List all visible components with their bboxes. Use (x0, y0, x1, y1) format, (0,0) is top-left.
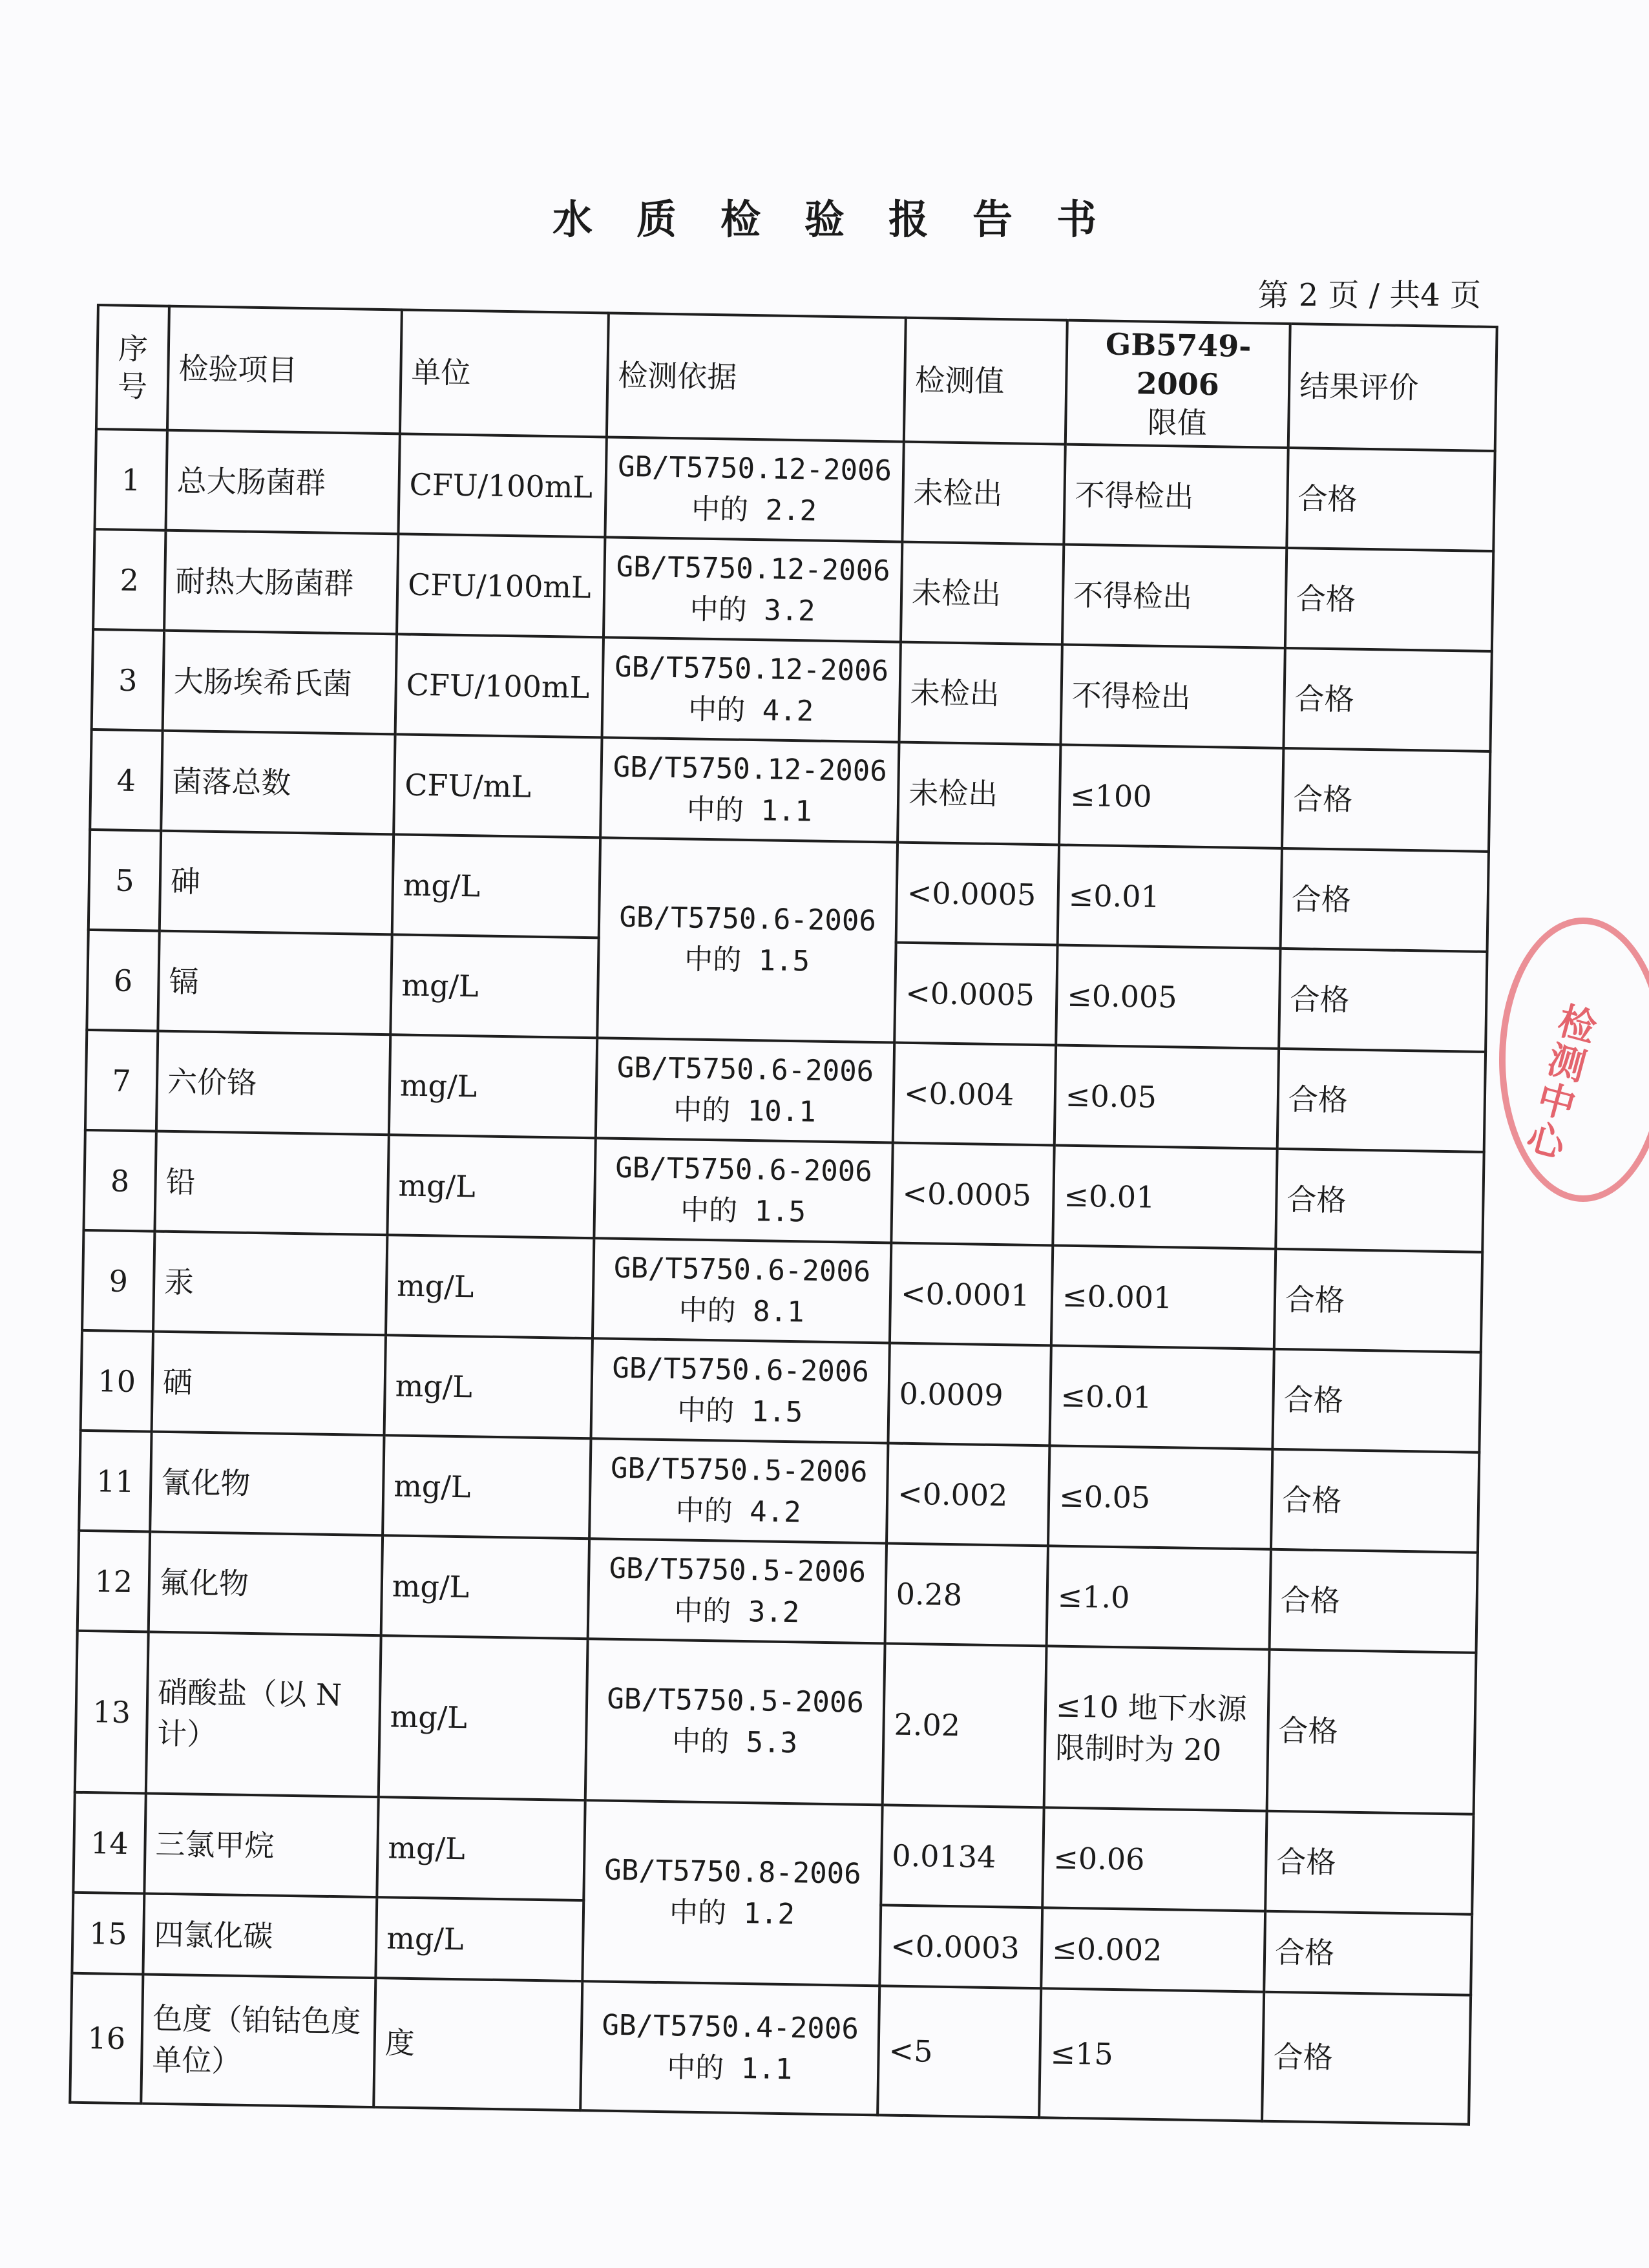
row-item: 氰化物 (150, 1432, 384, 1536)
row-item: 菌落总数 (161, 731, 395, 835)
header-basis: 检测依据 (607, 313, 906, 441)
row-value: <0.0001 (890, 1243, 1053, 1345)
row-unit: mg/L (390, 934, 598, 1038)
header-limit (1066, 320, 1290, 448)
row-value: 未检出 (898, 742, 1060, 845)
row-limit: ≤0.01 (1058, 845, 1282, 948)
header-limit-label: 限值 (1147, 404, 1208, 441)
table-row (75, 1631, 1476, 1814)
row-value: 未检出 (902, 442, 1065, 545)
row-item: 硒 (152, 1332, 386, 1436)
row-limit: ≤0.001 (1051, 1245, 1276, 1349)
stamp-text: 检测中心 (1517, 998, 1601, 1165)
row-value: <0.0005 (894, 943, 1057, 1045)
row-value: <0.002 (887, 1443, 1049, 1546)
row-result: 合格 (1264, 1911, 1472, 1995)
row-number: 9 (82, 1230, 154, 1332)
page-number: 第 2 页 / 共4 页 (1257, 277, 1481, 313)
row-value: 未检出 (901, 542, 1064, 645)
row-number: 8 (83, 1130, 156, 1232)
row-basis: GB/T5750.12-2006 中的 1.1 (600, 737, 899, 842)
results-table (68, 304, 1498, 2126)
row-basis: GB/T5750.12-2006 中的 4.2 (602, 637, 901, 742)
row-basis: GB/T5750.6-2006 中的 10.1 (596, 1038, 894, 1142)
row-unit: CFU/100mL (397, 534, 605, 637)
table-header-row (96, 305, 1497, 451)
row-number: 6 (87, 930, 159, 1031)
row-item: 汞 (153, 1232, 387, 1336)
row-item: 三氯甲烷 (144, 1793, 378, 1897)
row-unit: mg/L (384, 1335, 593, 1438)
row-limit: ≤0.002 (1041, 1907, 1265, 1991)
row-basis: GB/T5750.6-2006 中的 8.1 (593, 1238, 891, 1343)
row-limit: ≤0.05 (1048, 1445, 1272, 1549)
row-result: 合格 (1262, 1992, 1471, 2125)
row-value: <0.0005 (896, 843, 1059, 945)
row-unit: CFU/100mL (398, 434, 606, 537)
row-limit: ≤100 (1059, 745, 1283, 848)
row-value: <0.004 (893, 1043, 1056, 1146)
row-number: 11 (79, 1431, 151, 1532)
row-item: 氟化物 (149, 1532, 383, 1636)
row-item: 六价铬 (156, 1031, 390, 1135)
row-number: 7 (85, 1030, 158, 1131)
row-value: 未检出 (899, 642, 1062, 745)
row-result: 合格 (1265, 1811, 1473, 1915)
row-result: 合格 (1285, 548, 1493, 651)
row-item: 大肠埃希氏菌 (163, 631, 397, 735)
row-unit: mg/L (381, 1535, 589, 1639)
row-value: <0.0005 (891, 1143, 1054, 1246)
row-number: 4 (90, 730, 162, 831)
row-result: 合格 (1271, 1449, 1479, 1553)
row-unit: mg/L (375, 1897, 583, 1981)
row-result: 合格 (1281, 848, 1489, 952)
row-limit: ≤0.01 (1053, 1145, 1277, 1248)
row-number: 2 (93, 529, 165, 631)
row-unit: mg/L (383, 1435, 591, 1538)
row-value: <5 (877, 1986, 1041, 2117)
row-unit: 度 (373, 1978, 582, 2110)
official-seal-stamp (1499, 918, 1649, 1202)
row-limit: ≤15 (1039, 1988, 1264, 2121)
row-value: 0.0134 (881, 1805, 1044, 1907)
row-basis: GB/T5750.5-2006 中的 4.2 (589, 1438, 888, 1543)
results-table-wrapper (68, 304, 1495, 2126)
row-unit: mg/L (392, 834, 600, 938)
row-unit: mg/L (389, 1034, 597, 1138)
row-number: 14 (73, 1792, 145, 1894)
row-unit: mg/L (386, 1235, 594, 1338)
header-result: 结果评价 (1288, 324, 1497, 451)
row-result: 合格 (1267, 1650, 1476, 1814)
row-limit: ≤0.005 (1056, 945, 1280, 1048)
row-number: 10 (81, 1330, 153, 1432)
row-unit: CFU/mL (394, 734, 602, 837)
row-result: 合格 (1272, 1349, 1480, 1453)
row-item: 硝酸盐（以 N 计） (146, 1632, 381, 1798)
table-row (70, 1973, 1471, 2125)
row-result: 合格 (1287, 448, 1495, 551)
row-unit: CFU/100mL (395, 634, 604, 737)
row-limit: ≤1.0 (1047, 1546, 1271, 1649)
row-item: 色度（铂钴色度单位） (141, 1974, 375, 2107)
row-value: <0.0003 (879, 1905, 1042, 1988)
row-item: 铅 (154, 1131, 388, 1235)
row-result: 合格 (1277, 1049, 1486, 1152)
row-result: 合格 (1270, 1549, 1478, 1653)
row-result: 合格 (1282, 748, 1490, 852)
row-unit: mg/L (379, 1635, 588, 1800)
row-basis: GB/T5750.12-2006 中的 2.2 (605, 437, 903, 541)
row-basis: GB/T5750.5-2006 中的 3.2 (588, 1538, 887, 1643)
row-basis-merged: GB/T5750.8-2006 中的 1.2 (582, 1800, 882, 1986)
row-number: 5 (89, 830, 161, 931)
header-item: 检验项目 (167, 306, 402, 434)
row-basis: GB/T5750.4-2006 中的 1.1 (580, 1981, 879, 2115)
row-item: 镉 (158, 931, 392, 1035)
header-unit: 单位 (400, 310, 609, 437)
row-number: 3 (92, 629, 164, 731)
header-seq: 序号 (96, 305, 169, 430)
row-unit: mg/L (387, 1135, 595, 1238)
row-basis: GB/T5750.6-2006 中的 1.5 (594, 1138, 892, 1243)
row-limit: ≤0.06 (1042, 1807, 1266, 1911)
header-limit-standard: GB5749-2006 (1105, 326, 1252, 403)
row-basis: GB/T5750.6-2006 中的 1.5 (591, 1338, 890, 1443)
header-value: 检测值 (904, 318, 1067, 445)
row-basis: GB/T5750.12-2006 中的 3.2 (604, 537, 902, 642)
row-limit: 不得检出 (1064, 445, 1288, 548)
row-item: 砷 (160, 831, 394, 935)
report-title: 水质检验报告书 (552, 196, 1140, 243)
row-limit: ≤10 地下水源限制时为 20 (1044, 1646, 1270, 1811)
row-number: 12 (78, 1531, 150, 1632)
row-result: 合格 (1274, 1249, 1482, 1352)
row-result: 合格 (1279, 949, 1487, 1052)
row-limit: ≤0.01 (1049, 1345, 1274, 1449)
row-basis: GB/T5750.5-2006 中的 5.3 (585, 1639, 885, 1805)
row-limit: 不得检出 (1062, 545, 1287, 648)
row-result: 合格 (1283, 648, 1491, 751)
row-number: 15 (72, 1893, 144, 1975)
row-number: 16 (70, 1973, 143, 2104)
row-limit: ≤0.05 (1055, 1045, 1279, 1148)
row-item: 四氯化碳 (143, 1893, 377, 1978)
row-value: 0.0009 (888, 1343, 1051, 1445)
row-unit: mg/L (377, 1797, 585, 1900)
row-item: 总大肠菌群 (166, 430, 400, 534)
row-number: 13 (75, 1631, 149, 1794)
row-limit: 不得检出 (1060, 645, 1285, 748)
row-item: 耐热大肠菌群 (164, 530, 398, 635)
row-value: 0.28 (885, 1543, 1048, 1646)
row-value: 2.02 (883, 1643, 1047, 1807)
row-basis-merged: GB/T5750.6-2006 中的 1.5 (597, 837, 898, 1042)
row-number: 1 (95, 429, 167, 530)
row-result: 合格 (1276, 1149, 1484, 1252)
